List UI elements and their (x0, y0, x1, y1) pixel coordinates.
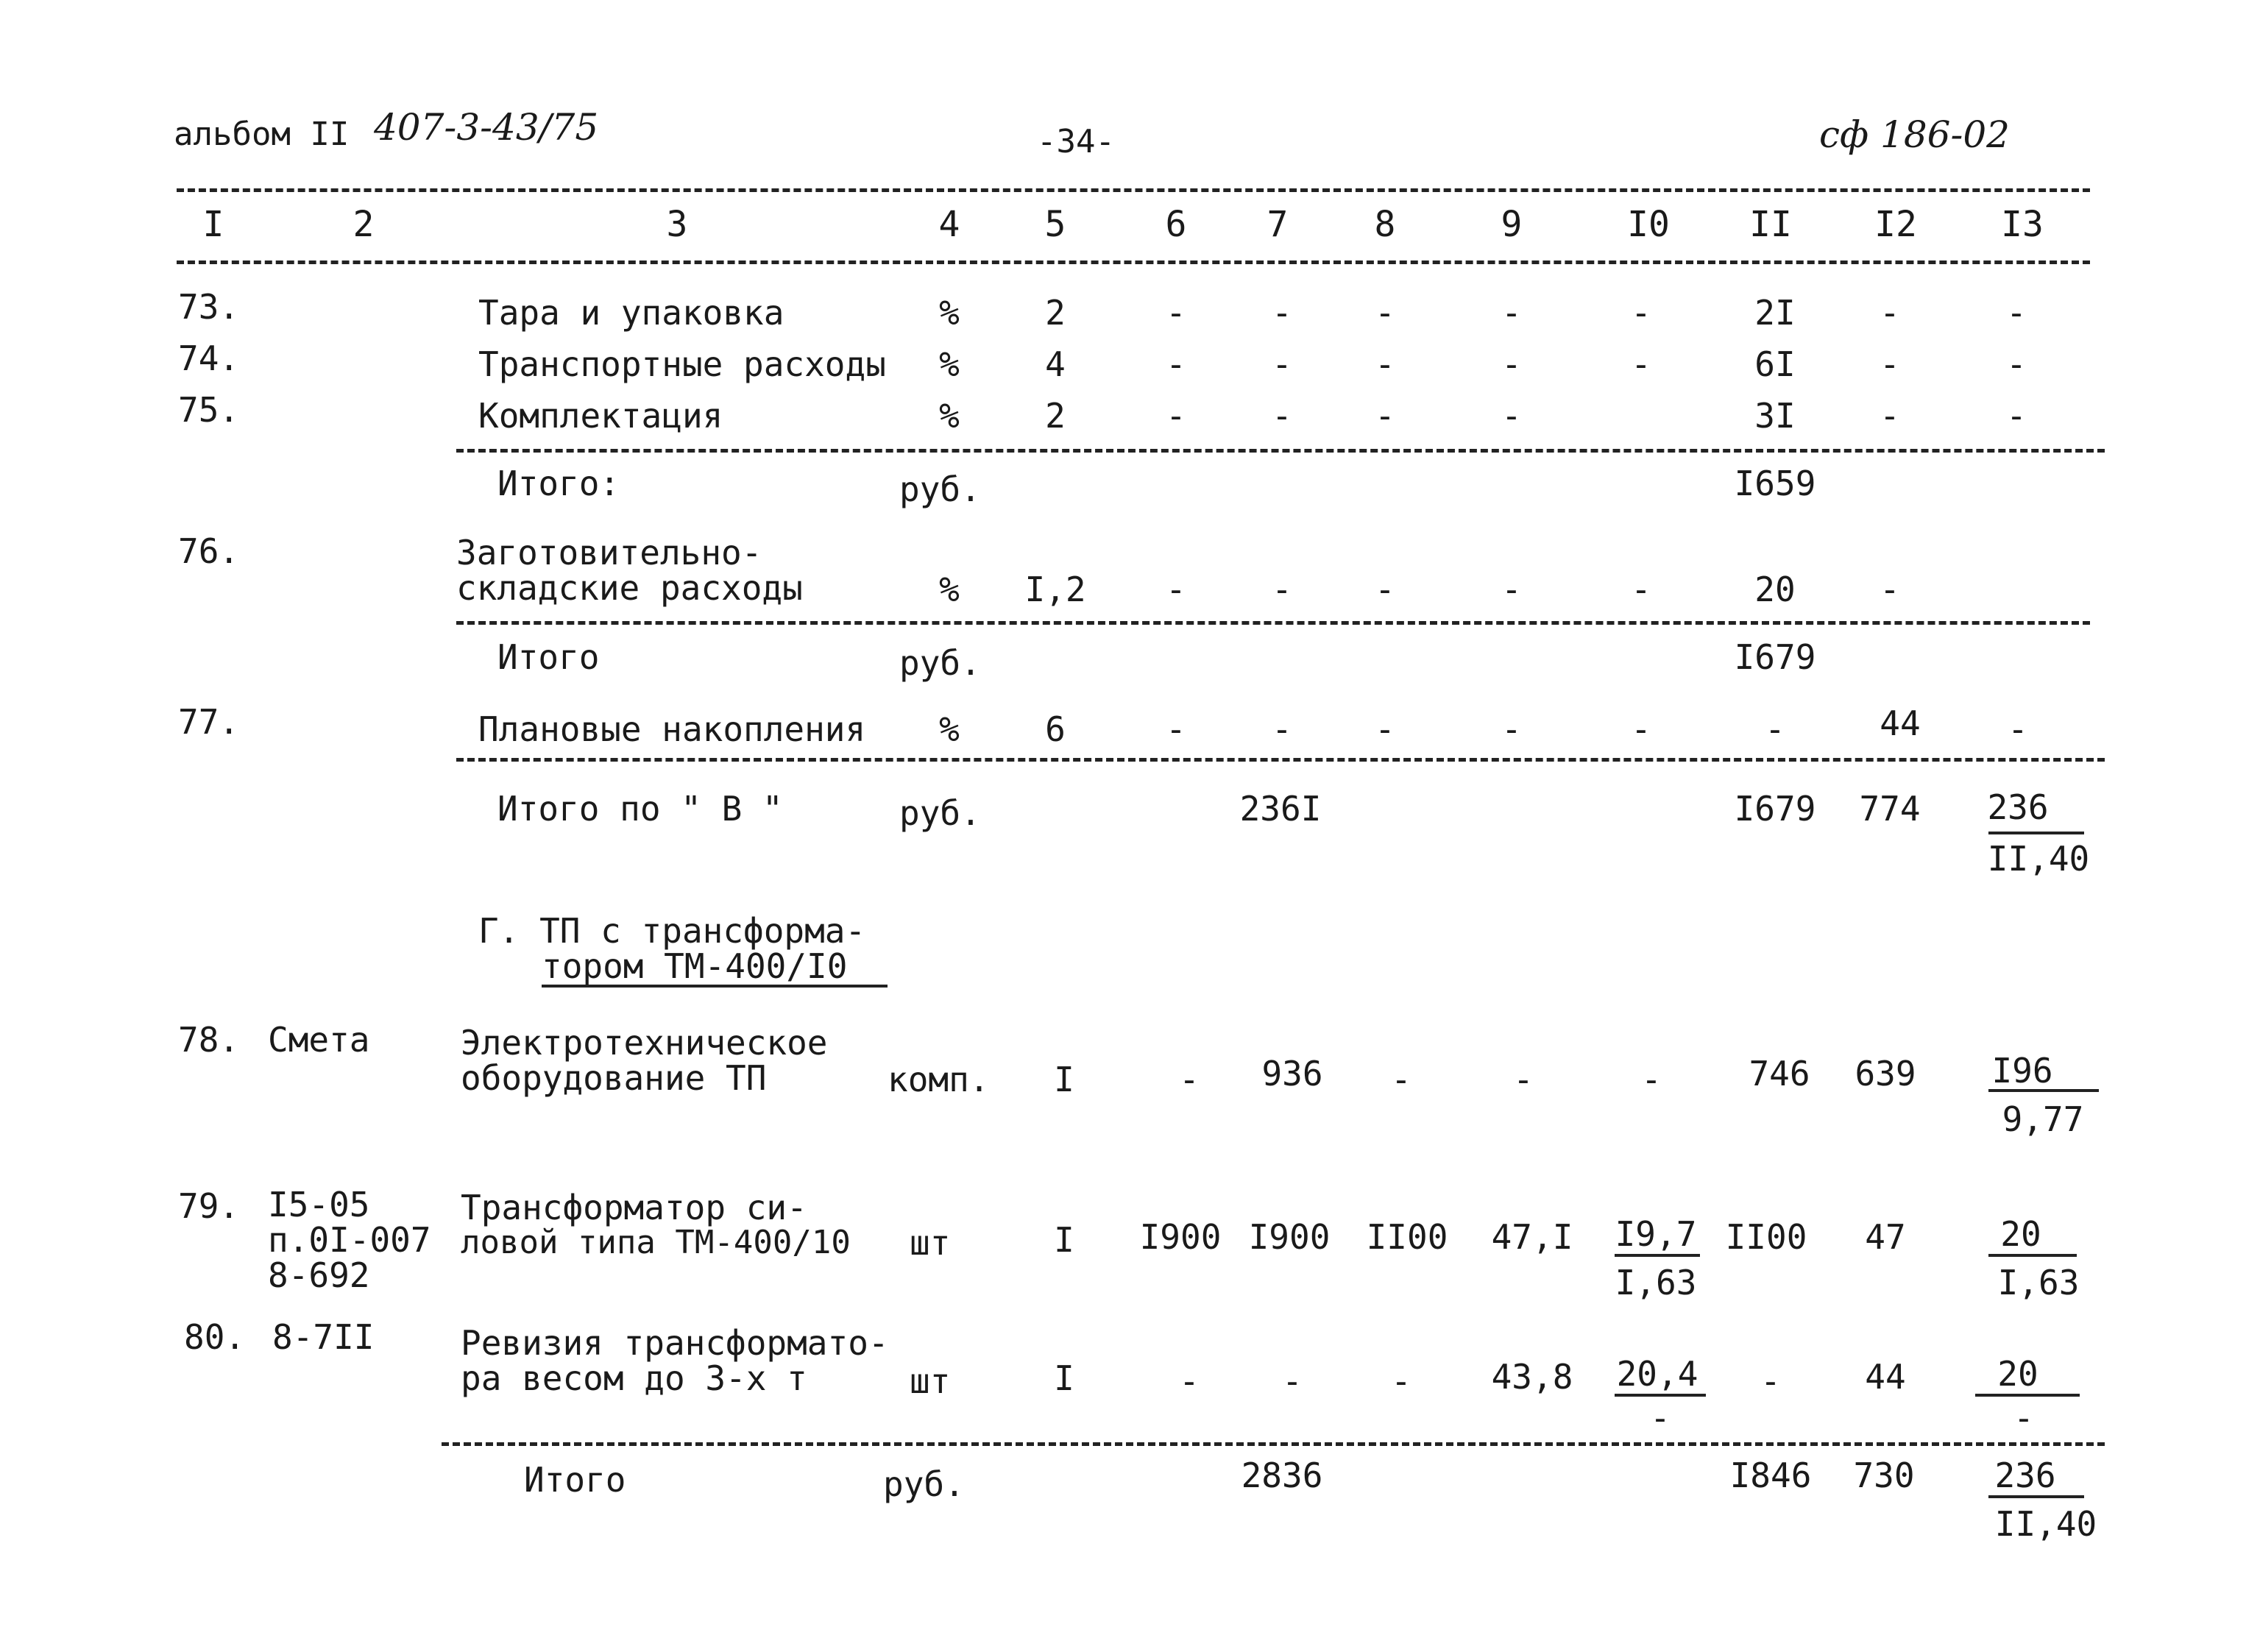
row-77-col11: - (1765, 709, 1785, 749)
rule-after-76 (456, 621, 2090, 625)
total-g-unit: руб. (883, 1464, 965, 1504)
column-header-7: 7 (1267, 204, 1289, 245)
row-76-col10: - (1631, 570, 1651, 609)
total-g-col13-top: 236 (1994, 1456, 2056, 1495)
row-79-col8: II00 (1366, 1217, 1448, 1257)
row-75-col6: - (1166, 396, 1186, 436)
row-74-col10: - (1631, 344, 1651, 384)
rule-after-80 (442, 1442, 2105, 1446)
row-79-ref-line1: I5-05 (268, 1185, 370, 1224)
row-80-ref: 8-7II (272, 1317, 375, 1357)
row-74-col9: - (1501, 344, 1522, 384)
row-80-col10-fraction-line (1615, 1394, 1706, 1397)
row-80-col13-top: 20 (1997, 1354, 2038, 1394)
row-80-col6: - (1179, 1361, 1200, 1401)
page-number: -34- (1037, 123, 1115, 160)
column-header-11: II (1749, 204, 1792, 245)
row-74-col11: 6I (1754, 344, 1796, 384)
row-75-col12: - (1880, 396, 1900, 436)
column-header-5: 5 (1044, 204, 1066, 245)
row-80-qty: I (1054, 1358, 1074, 1398)
row-79-ref-line2: п.0I-007 (268, 1220, 431, 1260)
total-1-label: Итого: (497, 464, 620, 503)
row-76-name-line2: складские расходы (456, 568, 803, 608)
row-79-col13-fraction-line (1988, 1254, 2077, 1257)
column-header-2: 2 (353, 204, 375, 245)
row-78-col9: - (1513, 1060, 1534, 1099)
row-75-qty: 2 (1045, 396, 1066, 436)
row-75-number: 75. (178, 390, 240, 430)
row-76-number: 76. (178, 531, 240, 571)
row-79-col12: 47 (1865, 1217, 1906, 1257)
row-80-unit: шт (910, 1361, 951, 1401)
total-2-col11: I679 (1734, 637, 1816, 677)
row-73-col12: - (1880, 293, 1900, 333)
column-header-6: 6 (1165, 204, 1187, 245)
row-80-col10-top: 20,4 (1616, 1354, 1698, 1394)
rule-after-77 (456, 758, 2105, 762)
row-78-col11: 746 (1749, 1054, 1810, 1093)
total-g-col13-bottom: II,40 (1994, 1504, 2097, 1544)
row-78-number: 78. (178, 1020, 240, 1060)
row-74-col12: - (1880, 344, 1900, 384)
total-v-unit: руб. (899, 793, 981, 833)
column-header-4: 4 (938, 204, 960, 245)
row-73-number: 73. (178, 287, 240, 327)
section-g-title-line2: тором ТМ-400/I0 (542, 946, 848, 986)
section-g-underline (542, 985, 888, 988)
column-header-13: I3 (2001, 204, 2044, 245)
row-77-col9: - (1501, 709, 1522, 749)
row-77-number: 77. (178, 702, 240, 742)
row-76-col12: - (1880, 570, 1900, 609)
row-79-col13-bottom: I,63 (1997, 1263, 2080, 1302)
row-77-col8: - (1375, 709, 1395, 749)
row-77-col7: - (1272, 709, 1292, 749)
row-80-col11: - (1760, 1361, 1781, 1401)
row-78-ref: Смета (268, 1020, 370, 1060)
row-78-name-line2: оборудование ТП (461, 1058, 767, 1098)
row-73-unit: % (939, 293, 960, 333)
row-80-name-line2: ра весом до 3-х т (461, 1358, 807, 1398)
row-77-col10: - (1631, 709, 1651, 749)
column-header-9: 9 (1501, 204, 1523, 245)
total-g-col7: 2836 (1241, 1456, 1323, 1495)
row-80-col10-bottom: - (1650, 1398, 1671, 1438)
row-74-col13: - (2006, 344, 2027, 384)
row-79-number: 79. (178, 1186, 240, 1226)
row-76-col7: - (1272, 570, 1292, 609)
row-73-col7: - (1272, 293, 1292, 333)
row-80-col13-fraction-line (1975, 1394, 2080, 1397)
album-label: альбом II (174, 116, 350, 153)
row-76-unit: % (939, 570, 960, 609)
row-73-qty: 2 (1045, 293, 1066, 333)
row-75-col8: - (1375, 396, 1395, 436)
row-80-col7: - (1282, 1361, 1303, 1401)
row-77-name: Плановые накопления (478, 709, 866, 749)
row-74-unit: % (939, 344, 960, 384)
row-76-qty: I,2 (1024, 570, 1086, 609)
row-73-name: Тара и упаковка (478, 293, 784, 333)
total-v-col13-top: 236 (1987, 787, 2049, 827)
row-79-qty: I (1054, 1220, 1074, 1260)
row-78-col10: - (1641, 1060, 1662, 1099)
row-79-ref-line3: 8-692 (268, 1255, 370, 1295)
row-75-unit: % (939, 396, 960, 436)
total-v-label: Итого по " В " (497, 789, 783, 829)
row-80-name-line1: Ревизия трансформато- (461, 1323, 889, 1363)
row-75-col11: 3I (1754, 396, 1796, 436)
row-75-col7: - (1272, 396, 1292, 436)
column-header-3: 3 (666, 204, 688, 245)
total-v-col11: I679 (1734, 789, 1816, 829)
row-80-col12: 44 (1865, 1357, 1906, 1397)
total-v-col12: 774 (1859, 789, 1921, 829)
total-g-col11: I846 (1729, 1456, 1812, 1495)
row-74-number: 74. (178, 338, 240, 378)
row-80-col13-bottom: - (2013, 1398, 2034, 1438)
section-g-title-line1: Г. ТП с трансформа- (478, 911, 866, 951)
row-80-col9: 43,8 (1491, 1357, 1573, 1397)
row-77-qty: 6 (1045, 709, 1066, 749)
row-73-col6: - (1166, 293, 1186, 333)
row-76-name-line1: Заготовительно- (456, 533, 762, 572)
row-73-col10: - (1631, 293, 1651, 333)
row-77-col13: - (2008, 709, 2028, 749)
total-1-col11: I659 (1734, 464, 1816, 503)
row-76-col8: - (1375, 570, 1395, 609)
row-73-col13: - (2006, 293, 2027, 333)
row-80-number: 80. (184, 1317, 246, 1357)
row-78-unit: комп. (888, 1060, 990, 1099)
column-header-1: I (202, 204, 224, 245)
row-74-qty: 4 (1045, 344, 1066, 384)
total-2-label: Итого (497, 637, 600, 677)
column-header-12: I2 (1874, 204, 1917, 245)
row-78-name-line1: Электротехническое (461, 1023, 828, 1063)
row-77-col12: 44 (1880, 703, 1921, 743)
row-78-col13-fraction-line (1988, 1089, 2099, 1092)
row-79-name-line2: ловой типа ТМ-400/10 (461, 1224, 851, 1261)
row-75-col9: - (1501, 396, 1522, 436)
row-79-name-line1: Трансформатор си- (461, 1188, 807, 1227)
row-79-col7: I900 (1248, 1217, 1331, 1257)
row-77-col6: - (1166, 709, 1186, 749)
row-79-col9: 47,I (1491, 1217, 1573, 1257)
row-76-col11: 20 (1754, 570, 1796, 609)
row-79-unit: шт (910, 1223, 951, 1263)
column-header-8: 8 (1374, 204, 1396, 245)
total-2-unit: руб. (899, 643, 981, 683)
row-80-col8: - (1391, 1361, 1411, 1401)
row-76-col9: - (1501, 570, 1522, 609)
row-78-col8: - (1391, 1060, 1411, 1099)
total-v-col13-fraction-line (1988, 832, 2084, 834)
row-79-col10-top: I9,7 (1615, 1214, 1697, 1254)
row-74-name: Транспортные расходы (478, 344, 886, 384)
row-74-col7: - (1272, 344, 1292, 384)
header-top-rule (177, 188, 2090, 192)
row-79-col6: I900 (1139, 1217, 1222, 1257)
row-78-col7: 936 (1261, 1054, 1323, 1093)
row-75-col13: - (2006, 396, 2027, 436)
column-header-10: I0 (1627, 204, 1670, 245)
row-78-col13-top: I96 (1991, 1051, 2053, 1091)
row-75-name: Комплектация (478, 396, 723, 436)
sheet-code: сф 186-02 (1819, 113, 2010, 156)
row-79-col13-top: 20 (2000, 1214, 2041, 1254)
row-79-col10-bottom: I,63 (1615, 1263, 1697, 1302)
total-1-unit: руб. (899, 469, 981, 509)
total-g-col13-fraction-line (1988, 1495, 2084, 1498)
row-73-col11: 2I (1754, 293, 1796, 333)
total-v-col7: 236I (1239, 789, 1322, 829)
total-g-col12: 730 (1853, 1456, 1915, 1495)
row-78-col12: 639 (1855, 1054, 1916, 1093)
row-74-col6: - (1166, 344, 1186, 384)
row-78-col13-bottom: 9,77 (2002, 1099, 2084, 1139)
album-code: 407-3-43/75 (374, 106, 599, 149)
row-79-col10-fraction-line (1615, 1254, 1700, 1257)
row-73-col8: - (1375, 293, 1395, 333)
total-g-label: Итого (524, 1460, 626, 1500)
row-77-unit: % (939, 709, 960, 749)
header-bottom-rule (177, 260, 2090, 264)
row-78-qty: I (1054, 1060, 1074, 1099)
row-76-col6: - (1166, 570, 1186, 609)
row-79-col11: II00 (1725, 1217, 1807, 1257)
row-78-col6: - (1179, 1060, 1200, 1099)
rule-after-75 (456, 449, 2105, 453)
row-73-col9: - (1501, 293, 1522, 333)
row-74-col8: - (1375, 344, 1395, 384)
total-v-col13-bottom: II,40 (1987, 839, 2090, 879)
